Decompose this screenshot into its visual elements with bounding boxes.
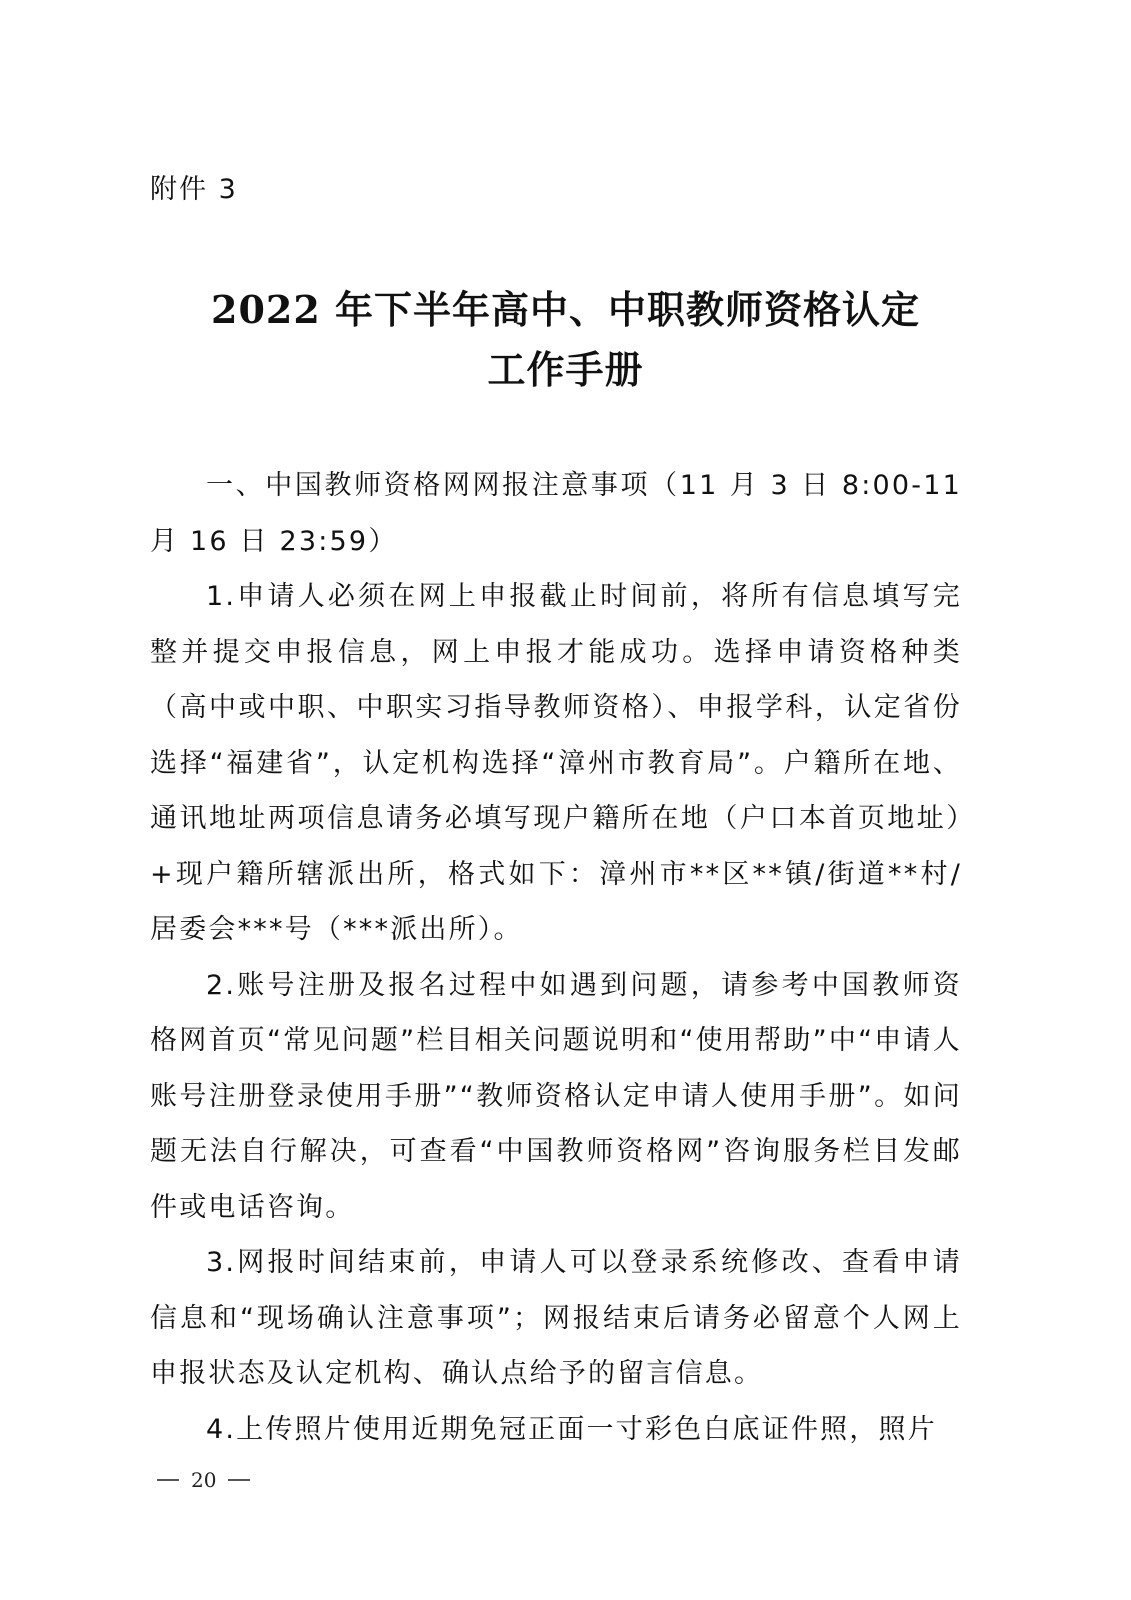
paragraph-item-2: 2.账号注册及报名过程中如遇到问题，请参考中国教师资格网首页“常见问题”栏目相关问题说明和“使用帮助”中“申请人账号注册登录使用手册”“教师资格认定申请人使用手册”。如问题无法自行解决，可查看“中国教师资格网”咨询服务栏目发邮件或电话咨询。: [150, 969, 962, 1223]
paragraph-item-4: 4.上传照片使用近期免冠正面一寸彩色白底证件照，照片: [206, 1413, 937, 1445]
section-heading-1: 一、中国教师资格网网报注意事项（11 月 3 日 8:00-11 月 16 日 23:59）: [150, 470, 962, 557]
paragraph-item-1: 1.申请人必须在网上申报截止时间前，将所有信息填写完整并提交申报信息，网上申报才能成功。选择申请资格种类（高中或中职、中职实习指导教师资格）、申报学科，认定省份选择“福建省”，认定机构选择“漳州市教育局”。户籍所在地、通讯地址两项信息请务必填写现户籍所在地（户口本首页地址）+现户籍所辖派出所，格式如下：漳州市**区**镇/街道**村/居委会***号（***派出所）。: [150, 581, 962, 945]
page-number: 20: [191, 1468, 217, 1492]
attachment-label: 附件 3: [150, 174, 238, 205]
dash-right: [228, 1479, 250, 1481]
document-body: [150, 458, 962, 1457]
paragraph-item-3: 3.网报时间结束前，申请人可以登录系统修改、查看申请信息和“现场确认注意事项”；网报结束后请务必留意个人网上申报状态及认定机构、确认点给予的留言信息。: [150, 1247, 962, 1389]
title-line-2: 工作手册: [487, 347, 644, 392]
page-footer: [157, 1465, 250, 1495]
title-line-1: 2022 年下半年高中、中职教师资格认定: [211, 287, 920, 332]
document-title: [0, 280, 1131, 400]
dash-left: [157, 1479, 179, 1481]
